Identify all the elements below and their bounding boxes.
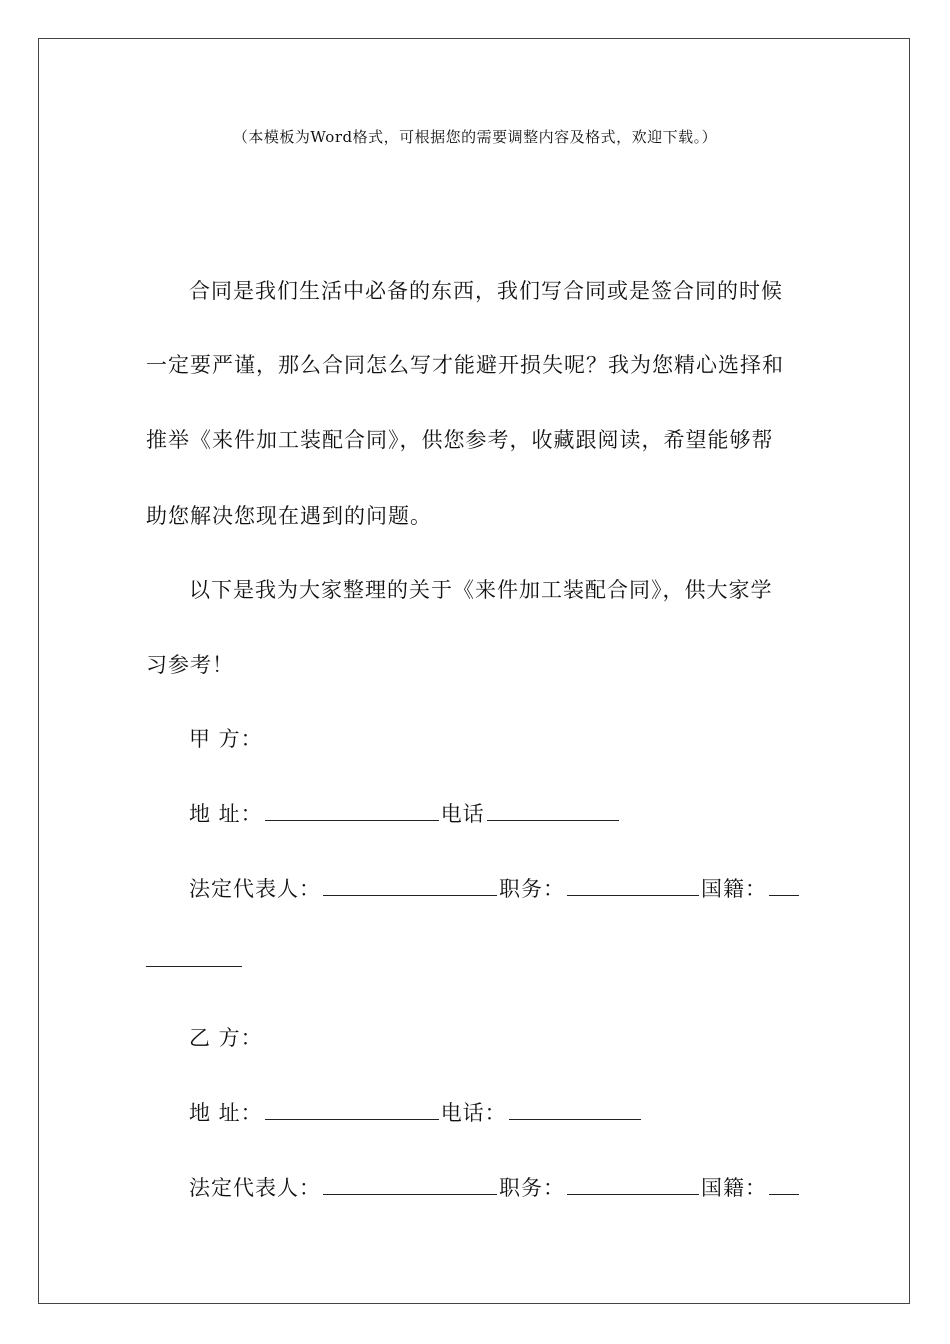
party-a-address-field[interactable] — [265, 800, 439, 821]
party-b-rep-label: 法定代表人： — [189, 1176, 321, 1200]
party-b-position-field[interactable] — [567, 1174, 699, 1195]
party-a-address-row — [189, 798, 621, 828]
party-a-rep-row — [189, 873, 801, 903]
party-a-phone-label: 电话 — [440, 802, 485, 826]
intro2-line-2: 习参考！ — [146, 653, 234, 677]
party-b-position-label: 职务： — [499, 1176, 565, 1200]
party-a-nationality-field[interactable] — [769, 875, 799, 896]
party-b-title: 乙 方： — [189, 1026, 263, 1050]
party-b-rep-row — [189, 1172, 801, 1202]
party-a-rep-label: 法定代表人： — [189, 877, 321, 901]
party-a-position-label: 职务： — [499, 877, 565, 901]
party-a-nationality-continued — [146, 946, 242, 972]
party-b-nationality-field[interactable] — [769, 1174, 799, 1195]
party-b-address-row — [189, 1097, 643, 1127]
party-a-position-field[interactable] — [567, 875, 699, 896]
intro-line-1: 合同是我们生活中必备的东西，我们写合同或是签合同的时候 — [189, 279, 783, 303]
intro2-line-1: 以下是我为大家整理的关于《来件加工装配合同》，供大家学 — [189, 578, 773, 602]
party-b-address-label: 地 址： — [189, 1101, 263, 1125]
party-b-nationality-label: 国籍： — [701, 1176, 767, 1200]
party-a-title: 甲 方： — [189, 727, 263, 751]
party-b-address-field[interactable] — [265, 1099, 439, 1120]
party-a-phone-field[interactable] — [487, 800, 619, 821]
intro-line-2: 一定要严谨，那么合同怎么写才能避开损失呢？我为您精心选择和 — [146, 353, 784, 377]
party-a-nationality-field-continued[interactable] — [146, 946, 242, 967]
intro-line-3: 推举《来件加工装配合同》，供您参考，收藏跟阅读，希望能够帮 — [146, 428, 774, 452]
party-b-rep-field[interactable] — [323, 1174, 497, 1195]
intro-line-4: 助您解决您现在遇到的问题。 — [146, 504, 432, 528]
party-a-rep-field[interactable] — [323, 875, 497, 896]
party-b-phone-label: 电话： — [440, 1101, 507, 1125]
party-a-nationality-label: 国籍： — [701, 877, 767, 901]
template-note: （本模板为Word格式，可根据您的需要调整内容及格式，欢迎下载。） — [232, 128, 718, 146]
party-a-address-label: 地 址： — [189, 802, 263, 826]
party-b-phone-field[interactable] — [509, 1099, 641, 1120]
